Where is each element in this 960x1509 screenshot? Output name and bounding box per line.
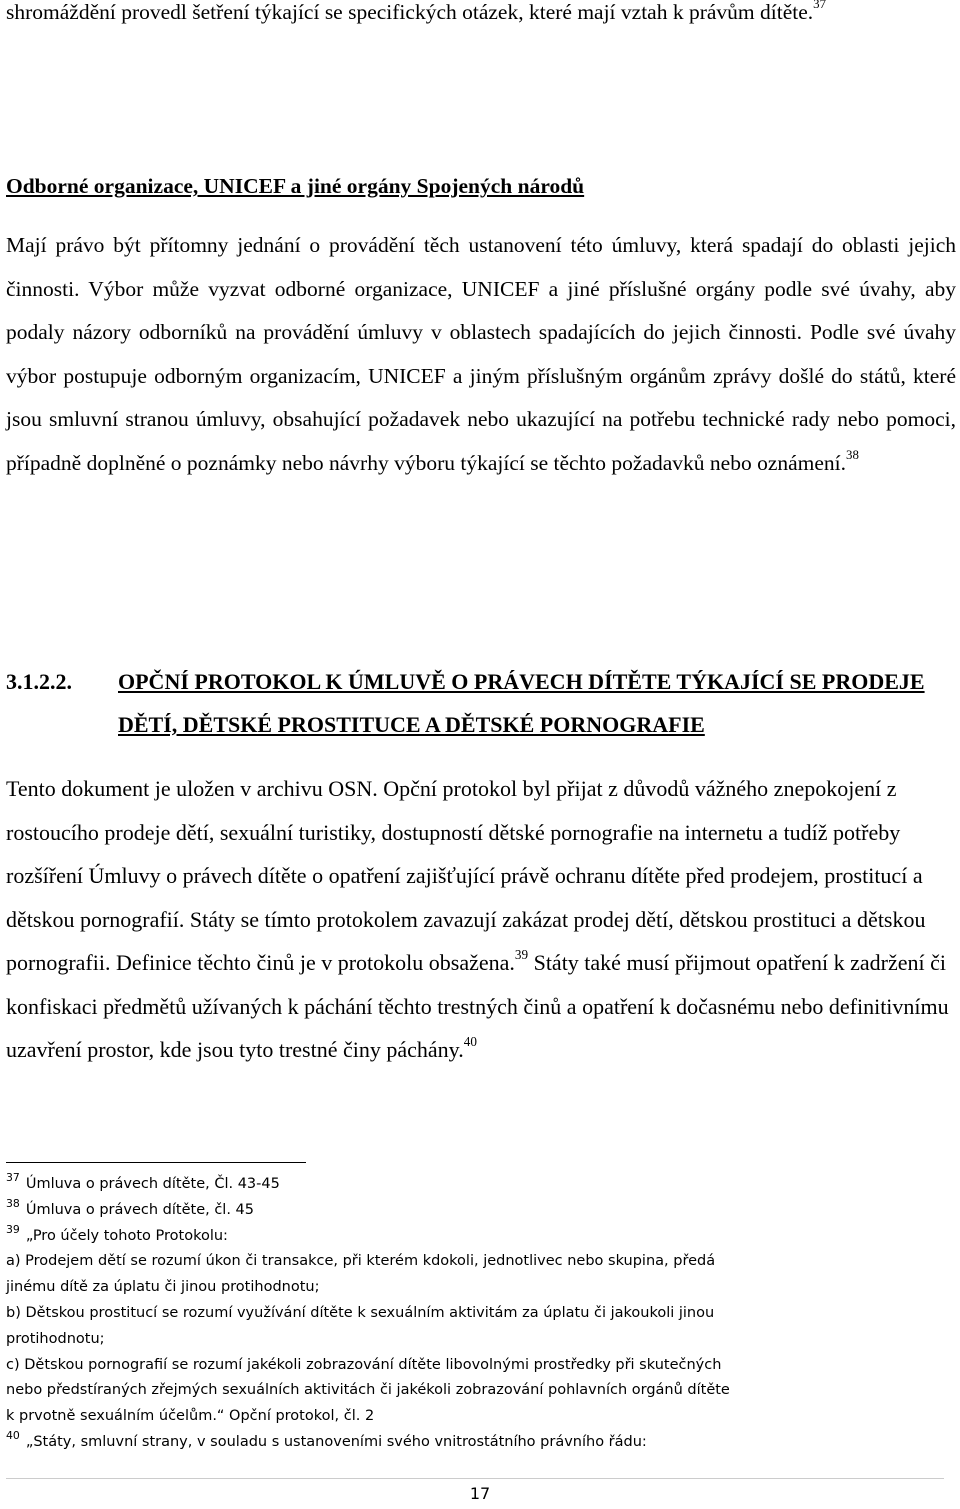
paragraph-optional-protocol bbox=[6, 767, 956, 1072]
footnotes bbox=[6, 1172, 906, 1456]
footnote-39-line-b: b) Dětskou prostitucí se rozumí využívání dítěte k sexuálním aktivitám za úplatu či jakoukoli jinou bbox=[6, 1304, 715, 1321]
footnote-39-line-b2: protihodnotu; bbox=[6, 1330, 105, 1347]
heading-optional-protocol bbox=[6, 660, 956, 746]
paragraph-previous-text: shromáždění provedl šetření týkající se specifických otázek, které mají vztah k právům dítěte. bbox=[6, 0, 814, 24]
paragraph-specialized-agencies-text: Mají právo být přítomny jednání o provádění těch ustanovení této úmluvy, která spadají do oblasti jejich činnosti. Výbor může vyzvat odborné organizace, UNICEF a jiné příslušné orgány podle své úvahy, aby podaly názory odborníků na provádění úmluvy v oblastech spadajících do jejich činnosti. Podle své úvahy výbor postupuje odborným organizacím, UNICEF a jiným příslušným orgánům zprávy došlé do států, které jsou smluvní stranou úmluvy, obsahující požadavek nebo ukazující na potřebu technické rady nebo pomoci, případně doplněné o poznámky nebo návrhy výboru týkající se těchto požadavků nebo oznámení. bbox=[6, 233, 956, 475]
footnote-38 bbox=[6, 1198, 906, 1224]
footnote-ref-38[interactable]: 38 bbox=[846, 447, 859, 462]
footnote-ref-39[interactable]: 39 bbox=[514, 946, 529, 962]
heading-specialized-agencies: Odborné organizace, UNICEF a jiné orgány Spojených národů bbox=[6, 174, 585, 198]
footnote-text: Úmluva o právech dítěte, Čl. 43-45 bbox=[25, 1176, 280, 1192]
paragraph-previous bbox=[6, 0, 956, 35]
section-title: OPČNÍ PROTOKOL K ÚMLUVĚ O PRÁVECH DÍTĚTE TÝKAJÍCÍ SE PRODEJE DĚTÍ, DĚTSKÉ PROSTITUCE A DĚTSKÉ PORNOGRAFIE bbox=[118, 669, 925, 737]
footnote-text: Úmluva o právech dítěte, čl. 45 bbox=[25, 1201, 254, 1218]
page-number: 17 bbox=[469, 1484, 491, 1503]
footnote-39-line-c2: nebo předstíraných zřejmých sexuálních aktivitách či jakékoli zobrazování pohlavních orgánů dítěte bbox=[6, 1382, 730, 1399]
paragraph-specialized-agencies bbox=[6, 224, 956, 485]
footnote-40 bbox=[6, 1430, 906, 1456]
footnote-ref-40[interactable]: 40 bbox=[463, 1033, 477, 1049]
footnote-39-line-a2: jinému dítě za úplatu či jinou protihodnotu; bbox=[6, 1279, 320, 1296]
footnote-37 bbox=[6, 1172, 906, 1198]
footnote-text: „Státy, smluvní strany, v souladu s ustanoveními svého vnitrostátního právního řádu: bbox=[25, 1433, 647, 1450]
footnote-mark: 38 bbox=[6, 1197, 20, 1211]
footnote-39-line-c3: k prvotně sexuálním účelům.“ Opční protokol, čl. 2 bbox=[6, 1408, 375, 1425]
paragraph-optional-protocol-text-a: Tento dokument je uložen v archivu OSN. Opční protokol byl přijat z důvodů vážného znepokojení z rostoucího prodeje dětí, sexuální turistiky, dostupností dětské pornografie na internetu a tudíž potřeby rozšíření Úmluvy o právech dítěte o opatření zajišťující právě ochranu dítěte před prodejem, prostitucí a dětskou pornografií. Státy se tímto protokolem zavazují zakázat prodej dětí, dětskou prostituci a dětskou pornografii. Definice těchto činů je v protokolu obsažena. bbox=[6, 776, 926, 975]
footnote-ref-37[interactable]: 37 bbox=[813, 0, 827, 12]
page-bottom-rule bbox=[6, 1478, 944, 1479]
footnote-39-line-c: c) Dětskou pornografií se rozumí jakékoli zobrazování dítěte libovolnými prostředky při skutečných bbox=[6, 1356, 722, 1373]
footnote-mark: 40 bbox=[6, 1429, 20, 1443]
section-number: 3.1.2.2. bbox=[6, 669, 72, 694]
footnote-39 bbox=[6, 1224, 906, 1250]
footnote-mark: 37 bbox=[6, 1171, 20, 1185]
footnote-39-line-a: a) Prodejem dětí se rozumí úkon či transakce, při kterém kdokoli, jednotlivec nebo skupina, předá bbox=[6, 1253, 716, 1270]
paragraph-optional-protocol-text-b: Státy také musí přijmout opatření k zadržení či konfiskaci předmětů užívaných k páchání těchto trestných činů a opatření k dočasnému nebo definitivnímu uzavření prostor, kde jsou tyto trestné činy páchány. bbox=[6, 950, 949, 1062]
footnote-separator bbox=[6, 1162, 306, 1163]
footnote-text: „Pro účely tohoto Protokolu: bbox=[25, 1227, 228, 1244]
footnote-mark: 39 bbox=[6, 1223, 20, 1237]
